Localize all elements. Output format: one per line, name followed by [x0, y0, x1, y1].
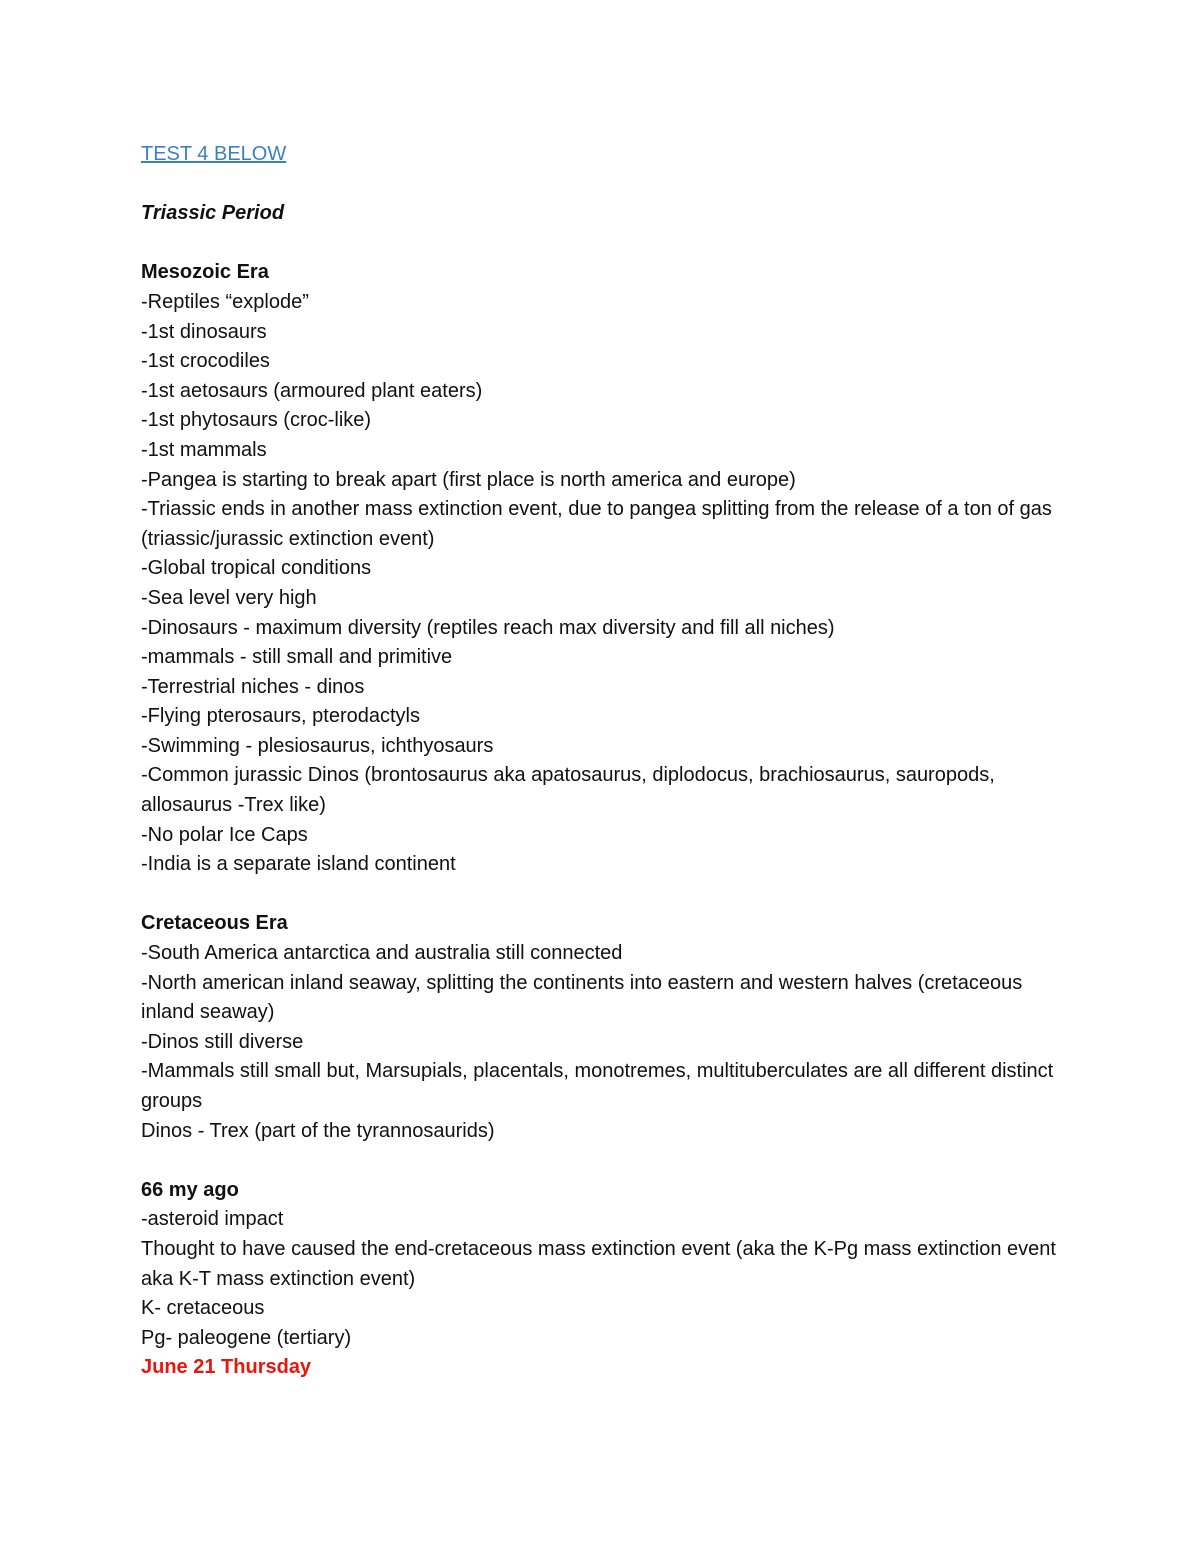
- spacer: [141, 1146, 1081, 1176]
- date-note: June 21 Thursday: [141, 1356, 312, 1379]
- list-item: -Common jurassic Dinos (brontosaurus aka apatosaurus, diplodocus, brachiosaurus, sauropods, allosaurus -Trex like): [141, 764, 1001, 817]
- list-item: -Flying pterosaurs, pterodactyls: [141, 705, 421, 728]
- list-item: -1st phytosaurs (croc-like): [141, 409, 372, 432]
- list-item: -mammals - still small and primitive: [141, 646, 453, 669]
- list-item: -India is a separate island continent: [141, 853, 456, 876]
- list-item: -Swimming - plesiosaurus, ichthyosaurs: [141, 734, 494, 757]
- list-item: Pg- paleogene (tertiary): [141, 1326, 352, 1349]
- list-item: -Pangea is starting to break apart (first place is north america and europe): [141, 468, 796, 491]
- list-item: -Dinos still diverse: [141, 1030, 304, 1053]
- mesozoic-list: [141, 288, 1081, 880]
- list-item: -North american inland seaway, splitting the continents into eastern and western halves (cretaceous inland seaway): [141, 971, 1028, 1024]
- list-item: -1st crocodiles: [141, 350, 270, 373]
- list-item: -Triassic ends in another mass extinction event, due to pangea splitting from the release of a ton of gas (triassic/jurassic extinction event): [141, 498, 1058, 550]
- list-item: Dinos - Trex (part of the tyrannosaurids): [141, 1119, 495, 1142]
- list-item: -1st aetosaurs (armoured plant eaters): [141, 379, 483, 402]
- list-item: -1st mammals: [141, 438, 267, 461]
- list-item: -No polar Ice Caps: [141, 823, 308, 846]
- list-item: -asteroid impact: [141, 1208, 284, 1231]
- list-item: -1st dinosaurs: [141, 320, 267, 343]
- spacer: [141, 229, 1081, 259]
- list-item: -Dinosaurs - maximum diversity (reptiles reach max diversity and fill all niches): [141, 616, 835, 639]
- list-item: -Sea level very high: [141, 586, 317, 609]
- spacer: [141, 170, 1081, 200]
- spacer: [141, 880, 1081, 910]
- test-4-link[interactable]: TEST 4 BELOW: [141, 143, 287, 165]
- list-item: K- cretaceous: [141, 1297, 265, 1320]
- impact-heading: 66 my ago: [141, 1178, 239, 1201]
- list-item: -Terrestrial niches - dinos: [141, 675, 365, 698]
- list-item: -Global tropical conditions: [141, 557, 372, 580]
- period-title: Triassic Period: [141, 202, 285, 225]
- list-item: -Reptiles “explode”: [141, 290, 309, 313]
- cretaceous-list: [141, 939, 1081, 1146]
- list-item: Thought to have caused the end-cretaceous mass extinction event (aka the K-Pg mass extinction event aka K-T mass extinction event): [141, 1237, 1062, 1290]
- document-page: [141, 140, 1081, 1383]
- list-item: -South America antarctica and australia still connected: [141, 942, 623, 965]
- cretaceous-heading: Cretaceous Era: [141, 912, 288, 935]
- mesozoic-heading: Mesozoic Era: [141, 261, 269, 284]
- impact-list: [141, 1205, 1081, 1353]
- list-item: -Mammals still small but, Marsupials, placentals, monotremes, multituberculates are all different distinct groups: [141, 1060, 1059, 1112]
